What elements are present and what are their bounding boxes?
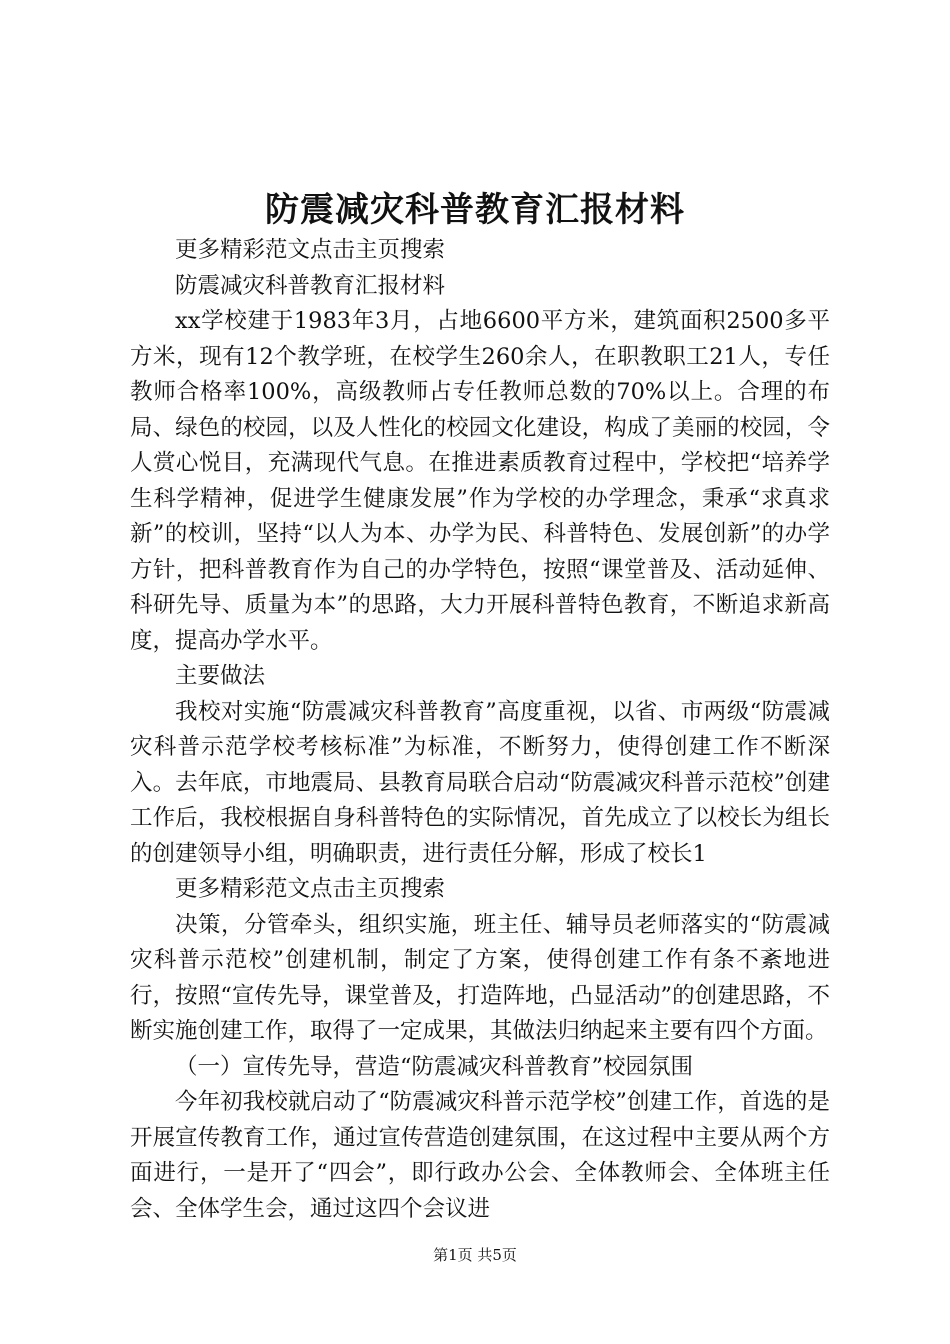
header-link-text: 更多精彩范文点击主页搜索 <box>175 237 446 263</box>
section-heading-main-practices: 主要做法 <box>175 663 266 689</box>
document-title: 防震减灾科普教育汇报材料 <box>265 190 685 230</box>
inline-link-text: 更多精彩范文点击主页搜索 <box>175 876 446 902</box>
page-footer: 第1页 共5页 <box>433 1246 517 1264</box>
body-paragraph: 今年初我校就启动了“防震减灾科普示范学校”创建工作，首选的是开展宣传教育工作，通过宣传营造创建氛围，在这过程中主要从两个方面进行，一是开了“四会”，即行政办公会、全体教师会、全体班主任会、全体学生会，通过这四个会议进 <box>130 1089 830 1222</box>
section-heading-one: （一）宣传先导，营造“防震减灾科普教育”校园氛围 <box>175 1053 694 1080</box>
intro-paragraph: xx学校建于1983年3月，占地6600平方米，建筑面积2500多平方米，现有12个教学班，在校学生260余人，在职教职工21人，专任教师合格率100%，高级教师占专任教师总数的70%以上。合理的布局、绿色的校园，以及人性化的校园文化建设，构成了美丽的校园，令人赏心悦目，充满现代气息。在推进素质教育过程中，学校把“培养学生科学精神，促进学生健康发展”作为学校的办学理念，秉承“求真求新”的校训，坚持“以人为本、办学为民、科普特色、发展创新”的办学方针，把科普教育作为自己的办学特色，按照“课堂普及、活动延伸、科研先导、质量为本”的思路，大力开展科普特色教育，不断追求新高度，提高办学水平。 <box>130 308 830 654</box>
body-paragraph: 我校对实施“防震减灾科普教育”高度重视，以省、市两级“防震减灾科普示范学校考核标准”为标准，不断努力，使得创建工作不断深入。去年底，市地震局、县教育局联合启动“防震减灾科普示范校”创建工作后，我校根据自身科普特色的实际情况，首先成立了以校长为组长的创建领导小组，明确职责，进行责任分解，形成了校长1 <box>130 698 830 867</box>
document-body <box>130 233 830 1227</box>
body-paragraph: 决策，分管牵头，组织实施，班主任、辅导员老师落实的“防震减灾科普示范校”创建机制，制定了方案，使得创建工作有条不紊地进行，按照“宣传先导，课堂普及，打造阵地，凸显活动”的创建思路，不断实施创建工作，取得了一定成果，其做法归纳起来主要有四个方面。 <box>130 911 830 1044</box>
subtitle-paragraph: 防震减灾科普教育汇报材料 <box>175 272 446 299</box>
